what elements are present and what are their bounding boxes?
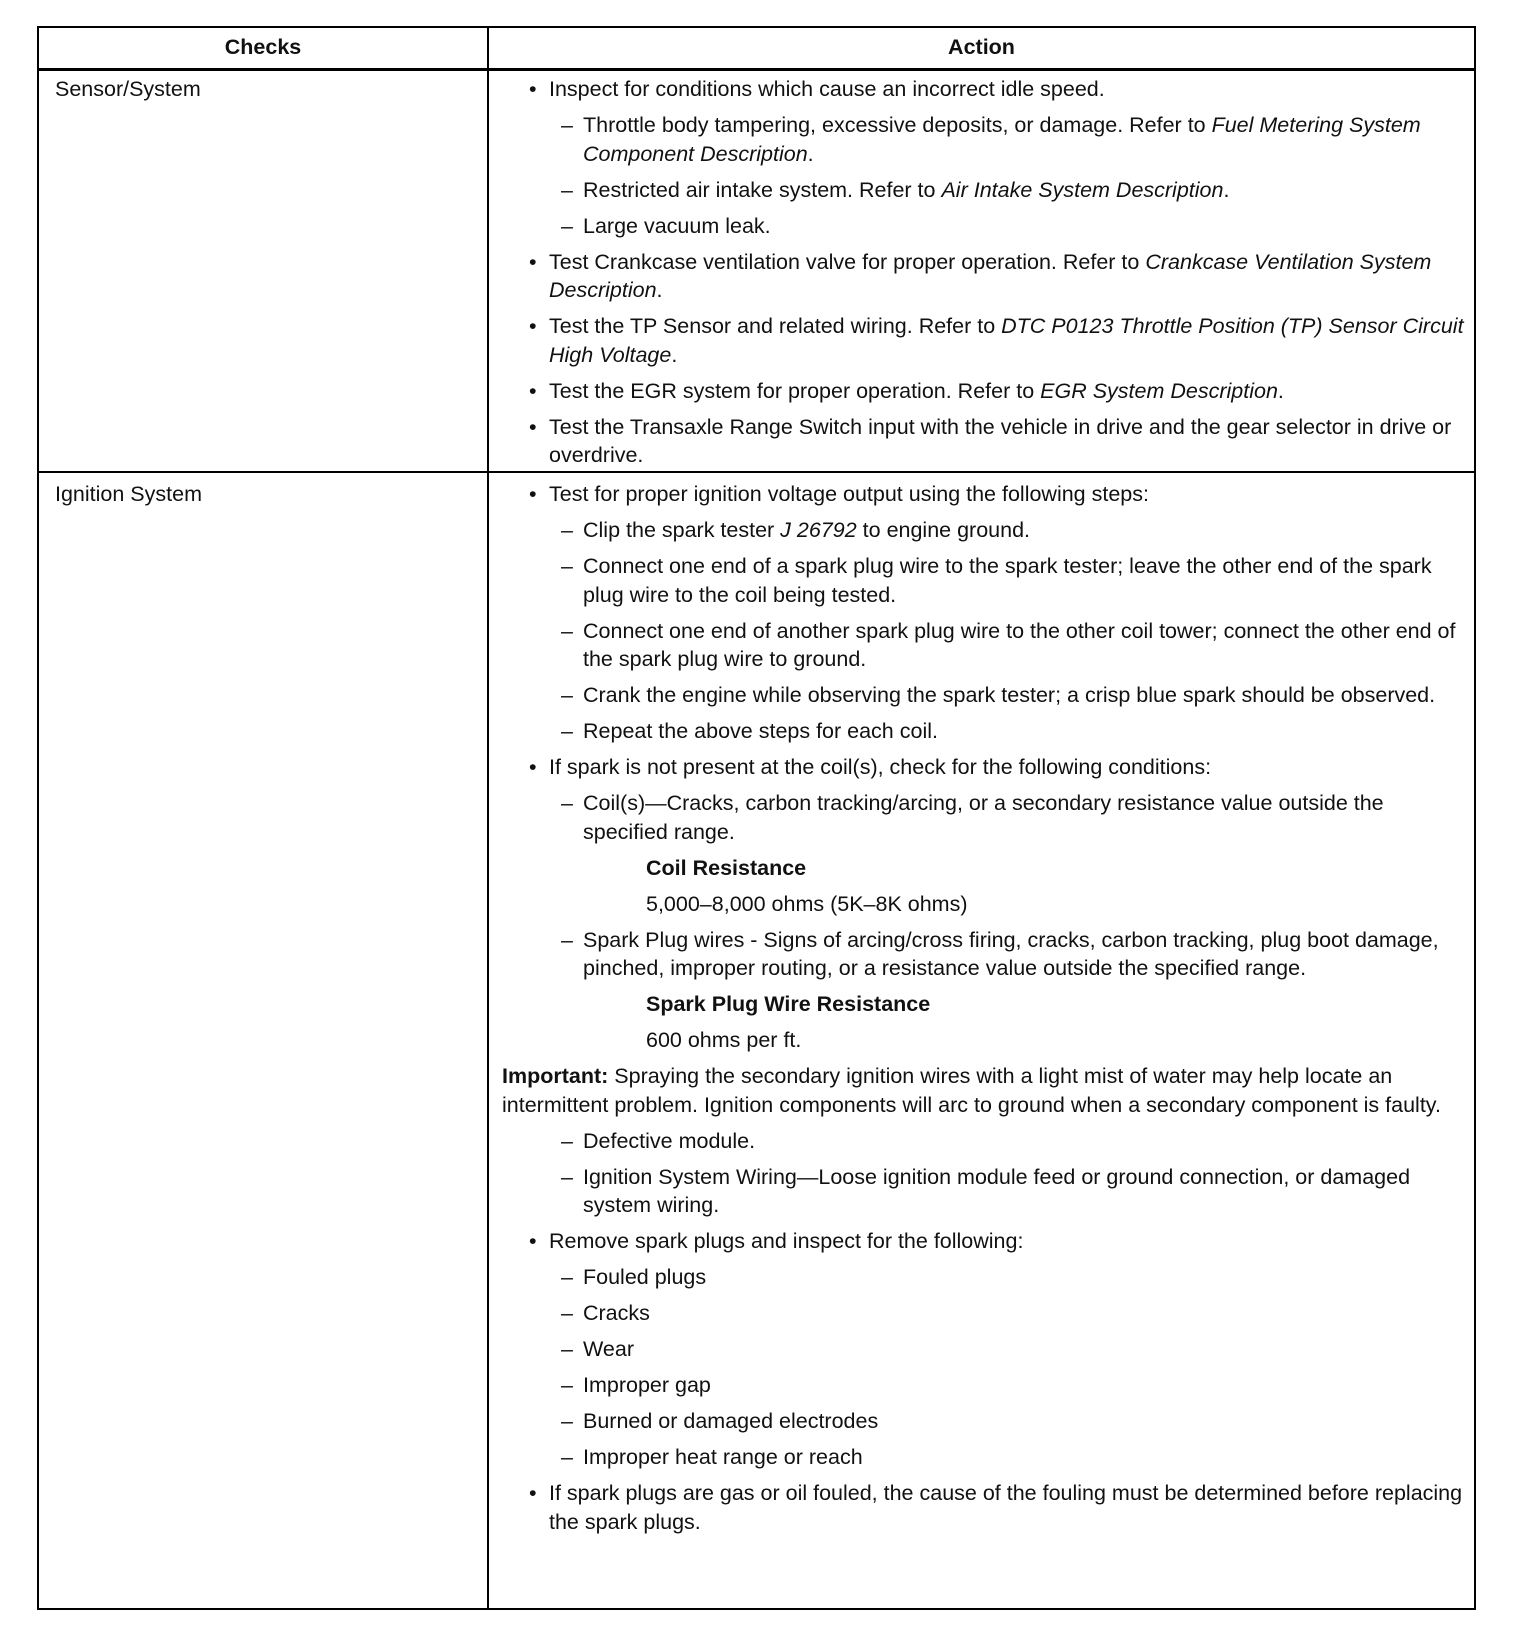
reference-text: Air Intake System Description — [941, 177, 1224, 202]
item-text: If spark is not present at the coil(s), check for the following conditions: — [549, 755, 1212, 779]
item-text: . — [807, 141, 814, 166]
item-text: Spark Plug wires - Signs of arcing/cross firing, cracks, carbon tracking, plug boot damage, pinched, improper routing, or a resistance value outside the specified range. — [583, 927, 1439, 980]
item-text: Repeat the above steps for each coil. — [583, 719, 938, 743]
note-item — [489, 1062, 1464, 1119]
item-text: Cracks — [583, 1301, 650, 1325]
dash-item — [489, 1407, 1464, 1436]
dash-item — [489, 212, 1464, 241]
item-text: Restricted air intake system. Refer to — [583, 177, 942, 202]
dash-item — [489, 1335, 1464, 1364]
dash-item — [489, 516, 1464, 545]
item-text: Improper gap — [583, 1373, 711, 1397]
item-text: 600 ohms per ft. — [646, 1028, 802, 1052]
item-text: Burned or damaged electrodes — [583, 1409, 879, 1433]
bullet-item — [489, 312, 1464, 369]
item-text: Coil Resistance — [646, 855, 807, 880]
bullet-item — [489, 248, 1464, 305]
dash-item — [489, 1263, 1464, 1292]
action-sensor-system — [489, 75, 1464, 477]
item-text: Spraying the secondary ignition wires with a light mist of water may help locate an intermittent problem. Ignition components will arc to ground when a secondary component is faulty. — [502, 1064, 1441, 1117]
item-text: Fouled plugs — [583, 1265, 707, 1289]
item-text: Wear — [583, 1337, 634, 1361]
dash-item — [489, 717, 1464, 746]
bullet-item — [489, 1227, 1464, 1256]
item-text: Test the Transaxle Range Switch input with the vehicle in drive and the gear selector in drive or overdrive. — [549, 414, 1452, 467]
item-text: Clip the spark tester — [583, 518, 781, 542]
item-text: . — [671, 342, 678, 367]
item-text: Crank the engine while observing the spark tester; a crisp blue spark should be observed. — [583, 683, 1436, 707]
dash-item — [489, 111, 1464, 168]
reference-text: Crankcase Ventilation System Description — [549, 249, 1432, 302]
reference-text: Fuel Metering System Component Description — [583, 113, 1421, 166]
bullet-item — [489, 480, 1464, 509]
item-text: If spark plugs are gas or oil fouled, the cause of the fouling must be determined before replacing the spark plugs. — [549, 1481, 1463, 1534]
item-text: Spark Plug Wire Resistance — [646, 992, 931, 1016]
check-ignition-system: Ignition System — [55, 482, 202, 506]
item-text: 5,000–8,000 ohms (5K–8K ohms) — [646, 891, 968, 916]
diagnostic-table — [37, 26, 1476, 1610]
item-text: Test the TP Sensor and related wiring. Refer to — [549, 314, 1002, 338]
item-text: Throttle body tampering, excessive deposits, or damage. Refer to — [583, 113, 1212, 137]
reference-text: J 26792 — [780, 518, 857, 542]
dash-item — [489, 789, 1464, 846]
check-sensor-system: Sensor/System — [55, 77, 201, 101]
dash-item — [489, 681, 1464, 710]
item-text: Remove spark plugs and inspect for the following: — [549, 1229, 1024, 1253]
item-text: Test Crankcase ventilation valve for proper operation. Refer to — [549, 249, 1146, 274]
bullet-item — [489, 377, 1464, 406]
dash-item — [489, 552, 1464, 609]
dash-item — [489, 1443, 1464, 1472]
dash-item — [489, 1127, 1464, 1156]
reference-text: DTC P0123 Throttle Position (TP) Sensor Circuit High Voltage — [549, 314, 1464, 367]
dash-item — [489, 1371, 1464, 1400]
spec-value-item — [489, 1026, 1464, 1055]
header-action: Action — [489, 28, 1474, 71]
item-text: Inspect for conditions which cause an incorrect idle speed. — [549, 77, 1105, 101]
emphasis-label: Important: — [502, 1064, 609, 1088]
bullet-item — [489, 413, 1464, 470]
item-text: . — [1223, 177, 1230, 202]
dash-item — [489, 926, 1464, 983]
item-text: Connect one end of another spark plug wire to the other coil tower; connect the other end of the spark plug wire to ground. — [583, 618, 1456, 671]
bullet-item — [489, 75, 1464, 104]
bullet-item — [489, 753, 1464, 782]
item-text: Improper heat range or reach — [583, 1445, 863, 1469]
item-text: Test for proper ignition voltage output using the following steps: — [549, 482, 1149, 506]
dash-item — [489, 176, 1464, 205]
spec-title-item — [489, 854, 1464, 883]
item-text: . — [1277, 378, 1284, 403]
item-text: . — [656, 278, 663, 302]
item-text: to engine ground. — [856, 518, 1031, 542]
item-text: Defective module. — [583, 1128, 756, 1153]
dash-item — [489, 1299, 1464, 1328]
item-text: Large vacuum leak. — [583, 213, 771, 238]
dash-item — [489, 1163, 1464, 1220]
header-checks: Checks — [39, 28, 487, 71]
reference-text: EGR System Description — [1040, 378, 1278, 403]
dash-item — [489, 617, 1464, 674]
item-text: Ignition System Wiring—Loose ignition module feed or ground connection, or damaged system wiring. — [583, 1164, 1411, 1217]
item-text: Test the EGR system for proper operation. Refer to — [549, 378, 1041, 403]
bullet-item — [489, 1479, 1464, 1536]
item-text: Coil(s)—Cracks, carbon tracking/arcing, or a secondary resistance value outside the specified range. — [583, 791, 1384, 844]
item-text: Connect one end of a spark plug wire to the spark tester; leave the other end of the spark plug wire to the coil being tested. — [583, 554, 1432, 607]
spec-value-item — [489, 890, 1464, 919]
spec-title-item — [489, 990, 1464, 1019]
action-ignition-system — [489, 480, 1464, 1544]
